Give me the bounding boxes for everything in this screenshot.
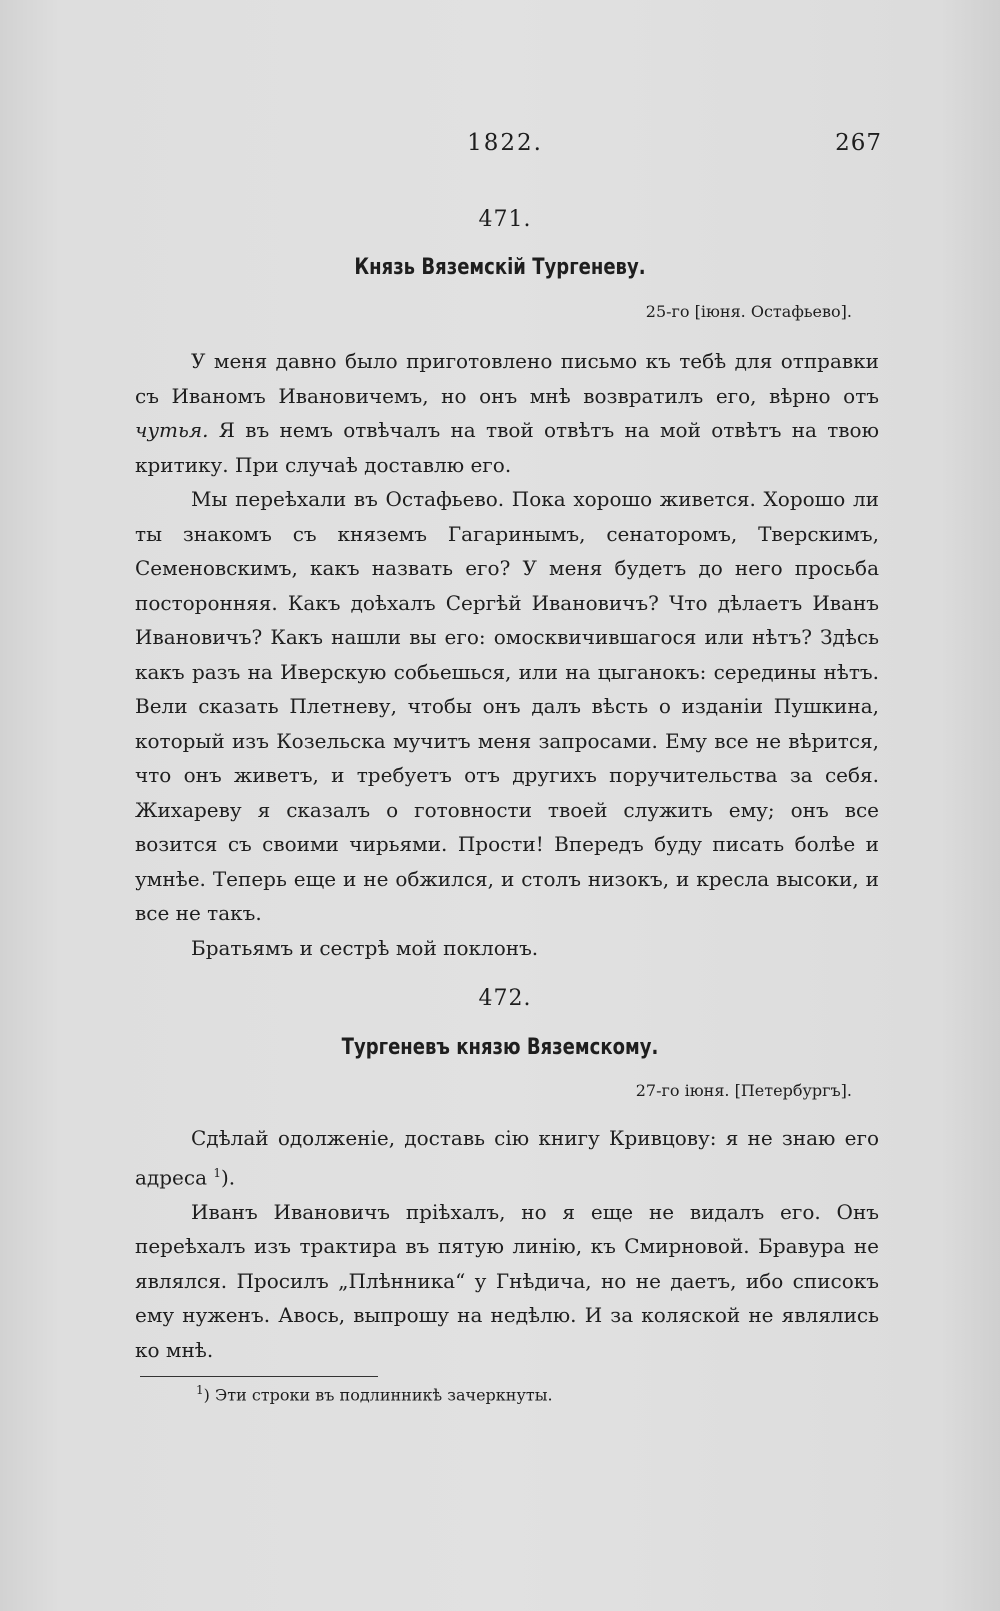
- letter-472-paragraph: Сдѣлай одолженіе, доставь сію книгу Кривцову: я не знаю его адреса $^1$).: [135, 1126, 879, 1190]
- letter-471-closing: Братьямъ и сестрѣ мой поклонъ.: [191, 935, 539, 960]
- letter-472-body: [135, 1121, 879, 1367]
- letter-471-paragraph: У меня давно было приготовлено письмо къ тебѣ для отправки съ Иваномъ Ивановичемъ, но онъ мнѣ возвратилъ его, вѣрно отъ чутья. Я въ немъ отвѣчалъ на твой отвѣтъ на мой отвѣтъ на твою критику. При случаѣ доставлю его.: [135, 349, 879, 477]
- footnote-ref: 1: [213, 1165, 221, 1180]
- italic-word: чутья.: [135, 418, 209, 442]
- footnote-divider: [140, 1376, 378, 1377]
- footnote: $^1$) Эти строки въ подлинникѣ зачеркнуты.: [196, 1383, 553, 1405]
- running-header-year: 1822.: [467, 130, 543, 156]
- letter-471-number: 471.: [478, 207, 532, 232]
- letter-472-date: 27-го іюня. [Петербургъ].: [635, 1081, 852, 1100]
- letter-472-number: 472.: [478, 986, 532, 1011]
- letter-472-paragraph: Иванъ Ивановичъ пріѣхалъ, но я еще не видалъ его. Онъ переѣхалъ изъ трактира въ пятую линію, къ Смирновой. Бравура не являлся. Просилъ „Плѣнника“ у Гнѣдича, но не даетъ, ибо списокъ ему нуженъ. Авось, выпрошу на недѣлю. И за коляской не являлись ко мнѣ.: [135, 1199, 879, 1362]
- page-number: 267: [835, 130, 882, 156]
- letter-471-title: Князь Вяземскій Тургеневу.: [354, 255, 646, 280]
- letter-472-title: Тургеневъ князю Вяземскому.: [341, 1035, 659, 1060]
- letter-471-date: 25-го [іюня. Остафьево].: [645, 302, 852, 321]
- letter-471-paragraph: Мы переѣхали въ Остафьево. Пока хорошо живется. Хорошо ли ты знакомъ съ княземъ Гагаринымъ, сенаторомъ, Тверскимъ, Семеновскимъ, какъ назвать его? У меня будетъ до него просьба посторонняя. Какъ доѣхалъ Сергѣй Ивановичъ? Что дѣлаетъ Иванъ Ивановичъ? Какъ нашли вы его: омосквичившагося или нѣтъ? Здѣсь какъ разъ на Иверскую собьешься, или на цыганокъ: середины нѣтъ. Вели сказать Плетневу, чтобы онъ далъ вѣсть о изданіи Пушкина, который изъ Козельска мучитъ меня запросами. Ему все не вѣрится, что онъ живетъ, и требуетъ отъ другихъ поручительства за себя. Жихареву я сказалъ о готовности твоей служить ему; онъ все возится съ своими чирьями. Прости! Впередъ буду писать болѣе и умнѣе. Теперь еще и не обжился, и столъ низокъ, и кресла высоки, и все не такъ.: [135, 487, 879, 925]
- letter-471-body: [135, 344, 879, 965]
